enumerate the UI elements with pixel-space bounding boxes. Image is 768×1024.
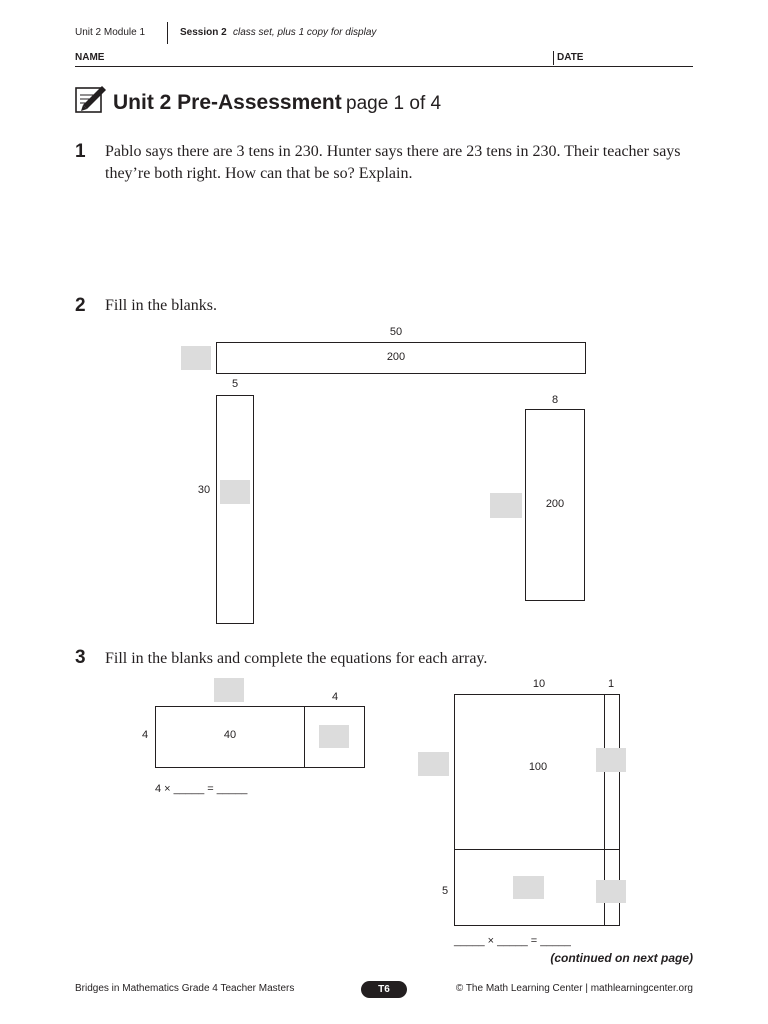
date-divider [553, 51, 554, 65]
question-1-number: 1 [75, 141, 86, 162]
page-title: Unit 2 Pre-Assessment [113, 91, 342, 114]
q3-right-side-top-blank[interactable] [418, 752, 449, 776]
header-divider [167, 22, 168, 44]
q3-left-inner-label: 40 [223, 729, 237, 741]
q3-left-inner-blank[interactable] [319, 725, 349, 748]
q3-right-top-label-10: 10 [532, 678, 546, 690]
page-badge: T6 [361, 981, 407, 998]
question-3-text: Fill in the blanks and complete the equations for each array. [105, 650, 488, 667]
q3-left-side-label: 4 [141, 729, 149, 741]
question-1-text: Pablo says there are 3 tens in 230. Hunter says there are 23 tens in 230. Their teacher says they’re both right. How can that be so? Explain. [105, 143, 681, 182]
pencil-paper-icon [75, 84, 107, 114]
question-2-text: Fill in the blanks. [105, 297, 217, 314]
q2-horizontal-side-blank[interactable] [181, 346, 211, 370]
q3-right-inner-top-label: 100 [528, 761, 548, 773]
session-note: class set, plus 1 copy for display [233, 27, 377, 38]
q2-horizontal-inner-label: 200 [386, 351, 406, 363]
question-2-number: 2 [75, 295, 86, 316]
session-label: Session 2 [180, 27, 227, 38]
q3-right-col-blank-top[interactable] [596, 748, 626, 772]
page-indicator: page 1 of 4 [346, 93, 442, 114]
footer-left: Bridges in Mathematics Grade 4 Teacher Masters [75, 983, 295, 994]
q2-tall-top-label: 5 [231, 378, 239, 390]
q2-horizontal-top-label: 50 [389, 326, 403, 338]
name-label: NAME [75, 52, 105, 63]
q3-right-top-label-1: 1 [607, 678, 615, 690]
q3-right-col-blank-bottom[interactable] [596, 880, 626, 903]
q2-right-top-label: 8 [551, 394, 559, 406]
q3-left-equation: 4 × _____ = _____ [155, 783, 248, 795]
q2-tall-rect [216, 395, 254, 624]
q3-right-side-bottom-label: 5 [441, 885, 449, 897]
q3-right-equation: _____ × _____ = _____ [454, 935, 571, 947]
continued-note: (continued on next page) [550, 951, 693, 965]
date-label: DATE [557, 52, 584, 63]
q3-right-inner-bottom-blank[interactable] [513, 876, 544, 899]
question-3-number: 3 [75, 647, 86, 668]
q2-right-side-blank[interactable] [490, 493, 522, 518]
q2-right-inner-label: 200 [545, 498, 565, 510]
name-date-line [75, 66, 693, 67]
q3-left-top-blank[interactable] [214, 678, 244, 702]
q3-left-array-divider [304, 706, 305, 768]
footer-right: © The Math Learning Center | mathlearningcenter.org [455, 983, 693, 994]
q3-right-array-row-divider [454, 849, 620, 850]
unit-module-label: Unit 2 Module 1 [75, 27, 146, 38]
q2-tall-side-label: 30 [197, 484, 211, 496]
q3-left-top-right-label: 4 [331, 691, 339, 703]
q2-tall-inner-blank[interactable] [220, 480, 250, 504]
